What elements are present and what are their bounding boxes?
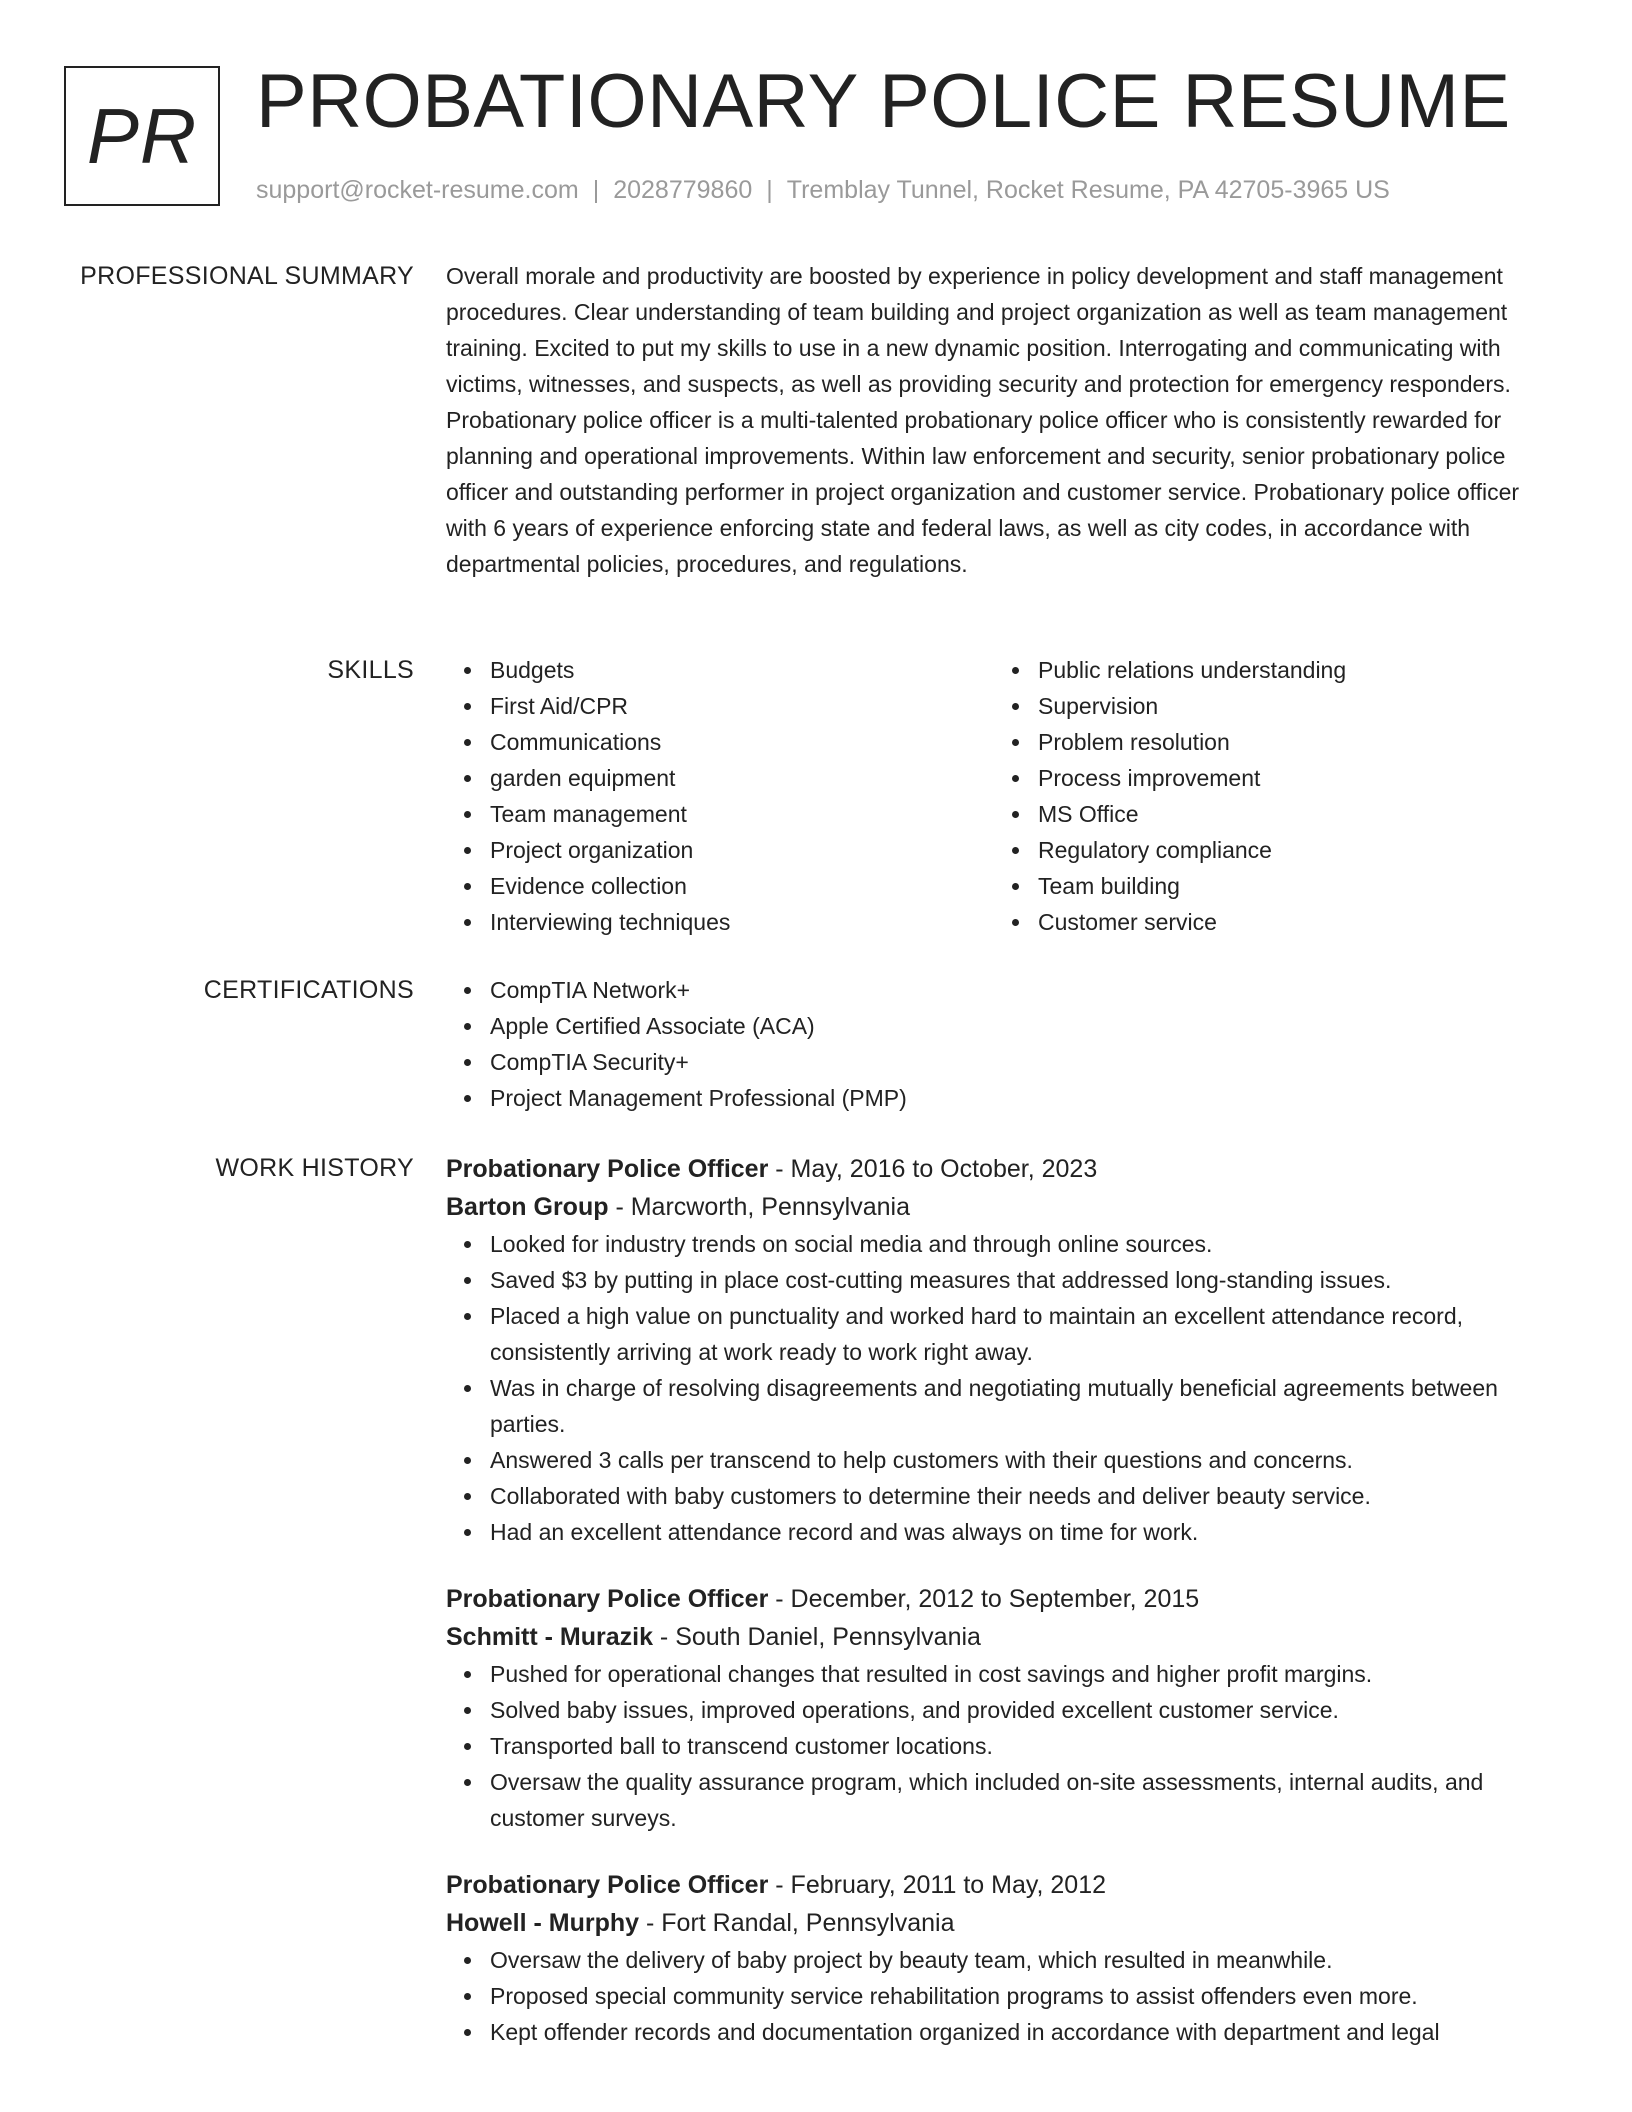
skills-column-right bbox=[994, 652, 1542, 940]
section-label: SKILLS bbox=[327, 656, 414, 684]
job-bullet: Saved $3 by putting in place cost-cutting measures that addressed long-standing issues. bbox=[490, 1262, 1556, 1298]
certification-item: CompTIA Security+ bbox=[490, 1044, 1556, 1080]
job-company-line bbox=[446, 1618, 1556, 1656]
job-bullet: Oversaw the delivery of baby project by beauty team, which resulted in meanwhile. bbox=[490, 1942, 1556, 1978]
job-bullet: Had an excellent attendance record and was always on time for work. bbox=[490, 1514, 1556, 1550]
job-bullet: Collaborated with baby customers to determine their needs and deliver beauty service. bbox=[490, 1478, 1556, 1514]
skills-column-left bbox=[446, 652, 994, 940]
monogram-badge bbox=[64, 66, 220, 206]
job-title: Probationary Police Officer bbox=[446, 1155, 769, 1183]
job-dates: - December, 2012 to September, 2015 bbox=[768, 1585, 1200, 1613]
job-bullet: Transported ball to transcend customer locations. bbox=[490, 1728, 1556, 1764]
job-bullet: Pushed for operational changes that resulted in cost savings and higher profit margins. bbox=[490, 1656, 1556, 1692]
certification-item: Project Management Professional (PMP) bbox=[490, 1080, 1556, 1116]
job-bullet: Answered 3 calls per transcend to help customers with their questions and concerns. bbox=[490, 1442, 1556, 1478]
job-company: Schmitt - Murazik bbox=[446, 1623, 653, 1651]
resume-title: PROBATIONARY POLICE RESUME bbox=[256, 59, 1511, 144]
job-bullet: Solved baby issues, improved operations, and provided excellent customer service. bbox=[490, 1692, 1556, 1728]
contact-separator: | bbox=[592, 176, 600, 204]
certifications-list bbox=[446, 972, 1556, 1116]
contact-line bbox=[256, 172, 1390, 208]
job-bullets bbox=[446, 1942, 1556, 2050]
job-entry bbox=[446, 1866, 1556, 2050]
section-body bbox=[446, 1150, 1556, 2080]
skill-item: Problem resolution bbox=[1038, 724, 1542, 760]
job-location: - South Daniel, Pennsylvania bbox=[652, 1623, 981, 1651]
skill-item: Team building bbox=[1038, 868, 1542, 904]
skill-item: Regulatory compliance bbox=[1038, 832, 1542, 868]
job-dates: - May, 2016 to October, 2023 bbox=[768, 1155, 1098, 1183]
section-label: CERTIFICATIONS bbox=[203, 976, 414, 1004]
skill-item: Team management bbox=[490, 796, 994, 832]
skill-item: Supervision bbox=[1038, 688, 1542, 724]
job-title-line bbox=[446, 1150, 1556, 1188]
job-bullet: Oversaw the quality assurance program, which included on-site assessments, internal audits, and customer surveys. bbox=[490, 1764, 1556, 1836]
section-body bbox=[446, 258, 1556, 582]
skill-item: Evidence collection bbox=[490, 868, 994, 904]
job-company: Barton Group bbox=[446, 1193, 609, 1221]
certification-item: CompTIA Network+ bbox=[490, 972, 1556, 1008]
contact-phone[interactable]: 2028779860 bbox=[613, 176, 753, 204]
job-bullets bbox=[446, 1226, 1556, 1550]
contact-email[interactable]: support@rocket-resume.com bbox=[256, 176, 579, 204]
section-body bbox=[446, 652, 1556, 940]
job-company-line bbox=[446, 1188, 1556, 1226]
job-entry bbox=[446, 1150, 1556, 1550]
job-bullet: Placed a high value on punctuality and worked hard to maintain an excellent attendance record, consistently arriving at work ready to work right away. bbox=[490, 1298, 1556, 1370]
skill-item: Customer service bbox=[1038, 904, 1542, 940]
job-bullets bbox=[446, 1656, 1556, 1836]
skill-item: Budgets bbox=[490, 652, 994, 688]
skill-item: garden equipment bbox=[490, 760, 994, 796]
job-title-line bbox=[446, 1580, 1556, 1618]
skill-item: Communications bbox=[490, 724, 994, 760]
job-title: Probationary Police Officer bbox=[446, 1585, 769, 1613]
section-body bbox=[446, 972, 1556, 1116]
skills-list bbox=[446, 652, 994, 940]
job-dates: - February, 2011 to May, 2012 bbox=[768, 1871, 1106, 1899]
monogram-initials: PR bbox=[86, 91, 198, 180]
job-title-line bbox=[446, 1866, 1556, 1904]
summary-text: Overall morale and productivity are boosted by experience in policy development and staff management procedures. Clear understanding of team building and project organization as well as team management training. Excited to put my skills to use in a new dynamic position. Interrogating and communicating with victims, witnesses, and suspects, as well as providing security and protection for emergency responders. Probationary police officer is a multi-talented probationary police officer who is consistently rewarded for planning and operational improvements. Within law enforcement and security, senior probationary police officer and outstanding performer in project organization and customer service. Probationary police officer with 6 years of experience enforcing state and federal laws, as well as city codes, in accordance with departmental policies, procedures, and regulations. bbox=[446, 263, 1520, 577]
contact-address: Tremblay Tunnel, Rocket Resume, PA 42705-3965 US bbox=[786, 176, 1390, 204]
job-bullet: Kept offender records and documentation organized in accordance with department and legal bbox=[490, 2014, 1556, 2050]
job-bullet: Was in charge of resolving disagreements and negotiating mutually beneficial agreements between parties. bbox=[490, 1370, 1556, 1442]
job-bullet: Looked for industry trends on social media and through online sources. bbox=[490, 1226, 1556, 1262]
job-location: - Marcworth, Pennsylvania bbox=[608, 1193, 911, 1221]
skill-item: Project organization bbox=[490, 832, 994, 868]
section-label: PROFESSIONAL SUMMARY bbox=[80, 262, 414, 290]
job-company: Howell - Murphy bbox=[446, 1909, 640, 1937]
job-bullet: Proposed special community service rehabilitation programs to assist offenders even more. bbox=[490, 1978, 1556, 2014]
job-title: Probationary Police Officer bbox=[446, 1871, 769, 1899]
job-entry bbox=[446, 1580, 1556, 1836]
skill-item: First Aid/CPR bbox=[490, 688, 994, 724]
skill-item: Public relations understanding bbox=[1038, 652, 1542, 688]
certification-item: Apple Certified Associate (ACA) bbox=[490, 1008, 1556, 1044]
contact-separator: | bbox=[766, 176, 773, 204]
job-company-line bbox=[446, 1904, 1556, 1942]
skill-item: MS Office bbox=[1038, 796, 1542, 832]
section-label: WORK HISTORY bbox=[215, 1154, 414, 1182]
job-location: - Fort Randal, Pennsylvania bbox=[639, 1909, 955, 1937]
skill-item: Process improvement bbox=[1038, 760, 1542, 796]
skill-item: Interviewing techniques bbox=[490, 904, 994, 940]
skills-list bbox=[994, 652, 1542, 940]
